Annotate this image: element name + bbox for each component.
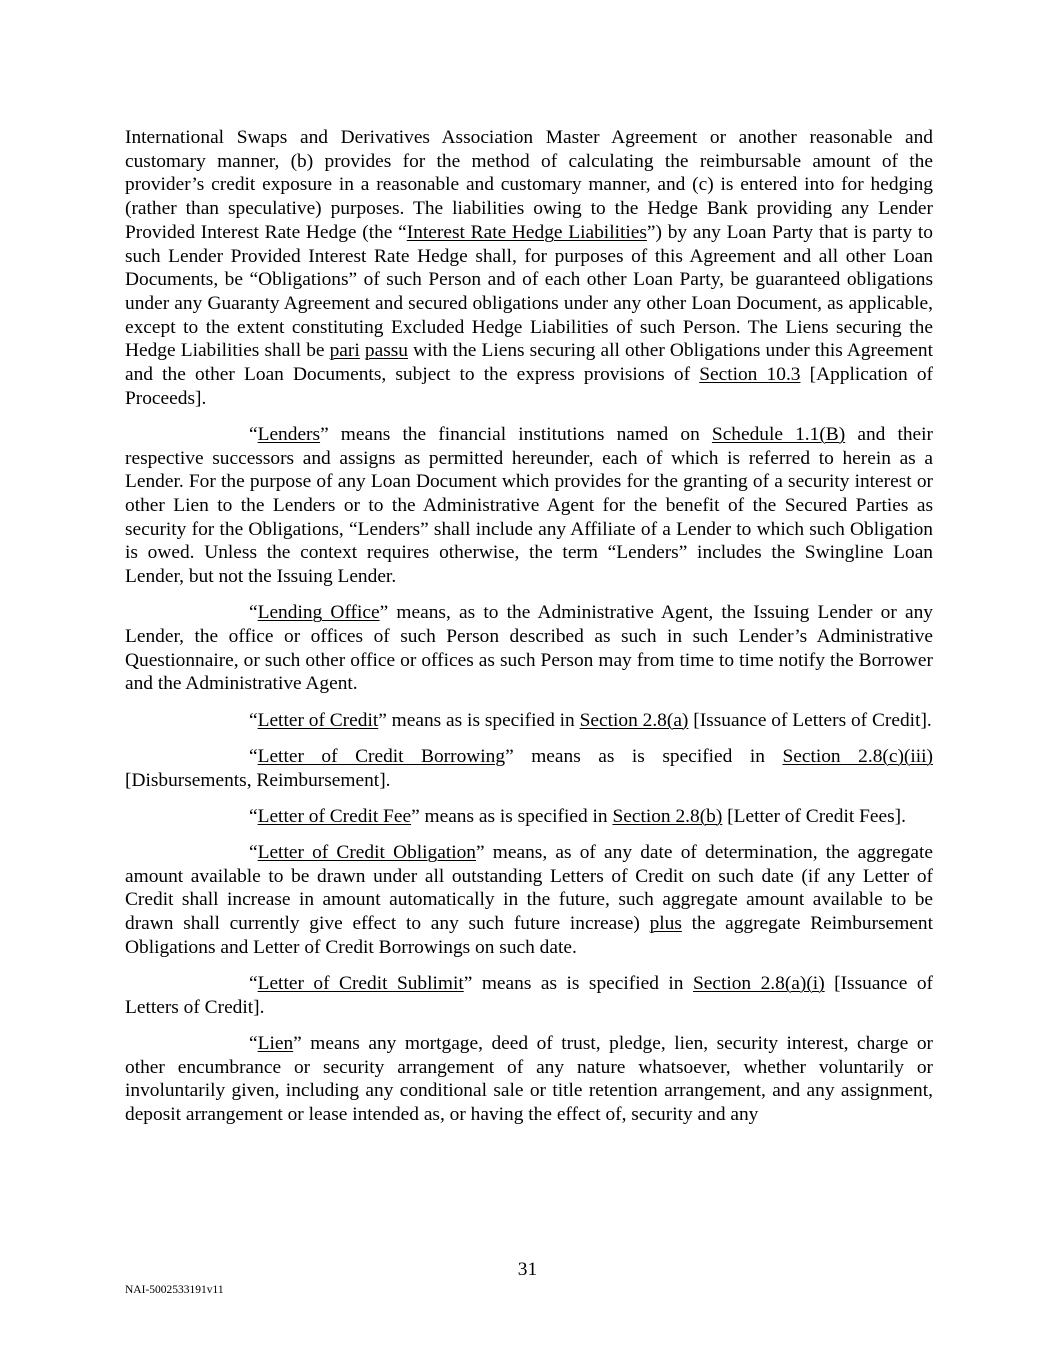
document-body [125, 126, 933, 1139]
underlined-term: Section 2.8(c)(iii) [782, 745, 933, 767]
text-run: [Application of Proceeds]. [125, 364, 933, 409]
definition-letter-of-credit-fee [125, 805, 933, 829]
underlined-term: passu [364, 340, 408, 362]
definition-lien [125, 1032, 933, 1127]
text-run: “ [249, 709, 258, 731]
underlined-term: Lien [257, 1032, 294, 1054]
text-run: with the Liens securing all other Obligations under this Agreement and the other Loan Documents, subject to the express provisions of [125, 340, 933, 386]
definition-letter-of-credit-borrowing [125, 745, 933, 792]
text-run: “ [249, 423, 258, 445]
text-run: ” means as is specified in [411, 805, 613, 827]
underlined-term: Letter of Credit Sublimit [257, 973, 464, 994]
underlined-term: Letter of Credit Fee [257, 805, 412, 827]
text-run: and their respective successors and assigns as permitted hereunder, each of which is referred to herein as a Lender. For the purpose of any Loan Document which provides for the granting of a security interest or other Lien to the Lenders or to the Administrative Agent for the benefit of the Secured Parties as security for the Obligations, “Lenders” shall include any Affiliate of a Lender to which such Obligation is owed. Unless the context requires otherwise, the term “Lenders” includes the Swingline Loan Lender, but not the Issuing Lender. [125, 423, 933, 588]
text-run: [Disbursements, Reimbursement]. [125, 769, 391, 791]
underlined-term: Lenders [257, 423, 321, 445]
definition-lending-office [125, 601, 933, 696]
underlined-term: pari [329, 340, 360, 362]
text-run: [Letter of Credit Fees]. [722, 805, 906, 827]
definition-letter-of-credit-obligation [125, 841, 933, 960]
underlined-term: Letter of Credit Obligation [257, 841, 477, 863]
definition-letter-of-credit-sublimit [125, 972, 933, 1019]
text-run: “ [249, 973, 258, 994]
text-run: [Issuance of Letters of Credit]. [125, 973, 933, 1018]
underlined-term: Schedule 1.1(B) [711, 423, 846, 445]
underlined-term: Section 10.3 [699, 364, 801, 386]
paragraph [125, 126, 933, 410]
text-run: ” means as is specified in [505, 745, 783, 767]
text-run: ” means as is specified in [378, 709, 580, 731]
underlined-term: Section 2.8(a) [579, 709, 689, 731]
text-run: ” means, as of any date of determination, the aggregate amount available to be drawn under all outstanding Letters of Credit on such date (if any Letter of Credit shall increase in amount automatically in the future, such aggregate amount available to be drawn shall currently give effect to any such future increase) [125, 841, 933, 935]
text-run: “ [249, 745, 258, 767]
text-run: the aggregate Reimbursement Obligations and Letter of Credit Borrowings on such date. [125, 913, 933, 958]
underlined-term: Letter of Credit [257, 709, 379, 731]
text-run: ” means as is specified in [463, 973, 693, 994]
text-run: International Swaps and Derivatives Association Master Agreement or another reasonable and customary manner, (b) provides for the method of calculating the reimbursable amount of the provider’s credit exposure in a reasonable and customary manner, and (c) is entered into for hedging (rather than speculative) purposes. The liabilities owing to the Hedge Bank providing any Lender Provided Interest Rate Hedge (the “ [125, 127, 933, 243]
text-run: ”) by any Loan Party that is party to such Lender Provided Interest Rate Hedge shall, for purposes of this Agreement and all other Loan Documents, be “Obligations” of such Person and of each other Loan Party, be guaranteed obligations under any Guaranty Agreement and secured obligations under any other Loan Document, as applicable, except to the extent constituting Excluded Hedge Liabilities of such Person. The Liens securing the Hedge Liabilities shall be [125, 221, 933, 362]
text-run: “ [249, 602, 258, 624]
underlined-term: Section 2.8(a)(i) [692, 973, 825, 994]
underlined-term: Interest Rate Hedge Liabilities [406, 221, 647, 243]
definition-lenders [125, 423, 933, 589]
text-run: [Issuance of Letters of Credit]. [688, 709, 932, 731]
definition-letter-of-credit [125, 709, 933, 733]
text-run: ” means, as to the Administrative Agent, the Issuing Lender or any Lender, the office or offices of such Person described as such in such Lender’s Administrative Questionnaire, or such other office or offices as such Person may from time to time notify the Borrower and the Administrative Agent. [125, 602, 933, 695]
page-number: 31 [517, 1259, 538, 1280]
text-run: “ [249, 841, 258, 863]
underlined-term: Lending Office [257, 602, 380, 624]
underlined-term: Letter of Credit Borrowing [257, 745, 506, 767]
text-run: ” means the financial institutions named on [320, 423, 712, 445]
text-run: “ [249, 805, 258, 827]
text-run: “ [249, 1032, 258, 1054]
document-id: NAI-5002533191v11 [125, 1284, 224, 1296]
text-run: ” means any mortgage, deed of trust, pledge, lien, security interest, charge or other encumbrance or security arrangement of any nature whatsoever, whether voluntarily or involuntarily given, including any conditional sale or title retention arrangement, and any assignment, deposit arrangement or lease intended as, or having the effect of, security and any [125, 1032, 933, 1126]
underlined-term: Section 2.8(b) [612, 805, 723, 827]
underlined-term: plus [649, 913, 682, 935]
